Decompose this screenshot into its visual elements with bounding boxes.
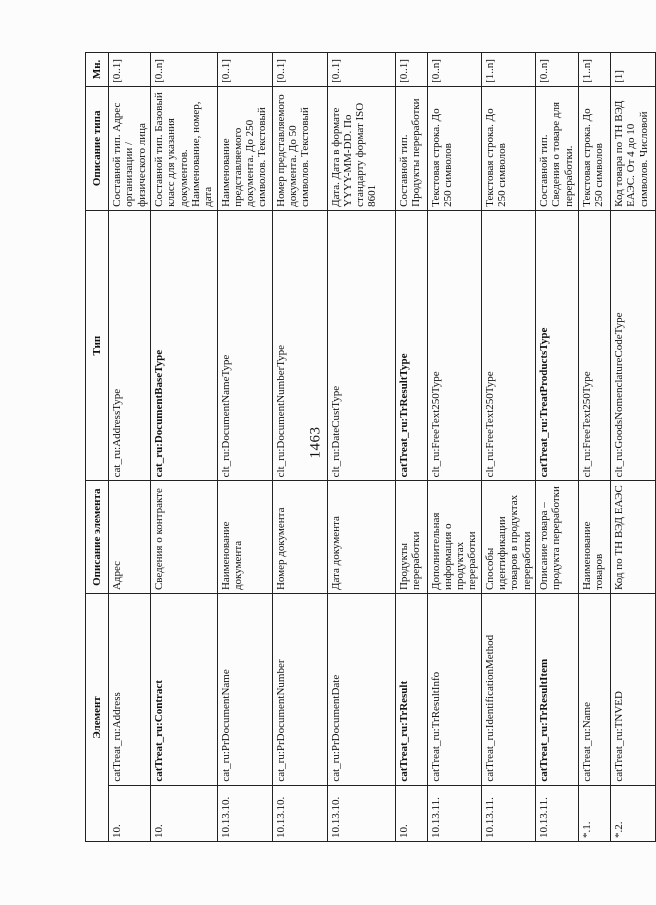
type-name: catTreat_ru:TreatProductsType: [536, 210, 579, 481]
type-description: Дата. Дата в формате YYYY-MM-DD. По стандарту формат ISO 8601: [327, 86, 395, 210]
type-name: clt_ru:GoodsNomenclatureCodeType: [611, 210, 656, 481]
table-row: [395, 53, 427, 842]
element-name: cat_ru:PrDocumentNumber: [272, 594, 327, 786]
table-row: [217, 53, 272, 842]
table-row: [536, 53, 579, 842]
multiplicity: [0..1]: [327, 53, 395, 87]
multiplicity: [0..1]: [109, 53, 151, 87]
row-number: 10.: [395, 785, 427, 841]
multiplicity: [0..1]: [395, 53, 427, 87]
type-description: Составной тип. Адрес организации / физического лица: [109, 86, 151, 210]
type-description: Текстовая строка. До 250 символов: [427, 86, 481, 210]
page-number: 1463: [307, 426, 324, 459]
element-name: catTreat_ru:TrResultItem: [536, 594, 579, 786]
multiplicity: [0..n]: [427, 53, 481, 87]
type-description: Код товара по ТН ВЭД ЕАЭС. От 4 до 10 символов. Числовой: [611, 86, 656, 210]
header-element-description: Описание элемента: [86, 481, 109, 594]
element-name: cat_ru:PrDocumentDate: [327, 594, 395, 786]
type-name: clt_ru:DocumentNumberType: [272, 210, 327, 481]
row-number: 10.13.10.: [272, 785, 327, 841]
type-name: clt_ru:FreeText250Type: [579, 210, 611, 481]
multiplicity: [1..n]: [579, 53, 611, 87]
type-description: Текстовая строка. До 250 символов: [481, 86, 535, 210]
element-description: Сведения о контракте: [150, 481, 217, 594]
row-number: 10.13.10.: [327, 785, 395, 841]
type-name: clt_ru:DateCustType: [327, 210, 395, 481]
table-row: [427, 53, 481, 842]
type-name: clt_ru:FreeText250Type: [427, 210, 481, 481]
header-type-description: Описание типа: [86, 86, 109, 210]
header-type: Тип: [86, 210, 109, 481]
type-description: Составной тип. Базовый класс для указания документов. Наименование, номер, дата: [150, 86, 217, 210]
element-description: Номер документа: [272, 481, 327, 594]
header-multiplicity: Мн.: [86, 53, 109, 87]
multiplicity: [0..1]: [272, 53, 327, 87]
table-row: [272, 53, 327, 842]
type-name: cat_ru:DocumentBaseType: [150, 210, 217, 481]
element-description: Описание товара – продукта переработки: [536, 481, 579, 594]
header-element: Элемент: [86, 594, 109, 842]
row-number: 10.13.11.: [536, 785, 579, 841]
element-name: catTreat_ru:Address: [109, 594, 151, 786]
element-name: catTreat_ru:TrResult: [395, 594, 427, 786]
type-description: Составной тип. Сведения о товаре для переработки.: [536, 86, 579, 210]
type-name: cat_ru:AddressType: [109, 210, 151, 481]
element-description: Адрес: [109, 481, 151, 594]
multiplicity: [0..n]: [150, 53, 217, 87]
element-description: Наименование товаров: [579, 481, 611, 594]
table-row: [327, 53, 395, 842]
table-row: [481, 53, 535, 842]
row-number: 10.13.11.: [427, 785, 481, 841]
multiplicity: [1]: [611, 53, 656, 87]
row-number: 10.13.11.: [481, 785, 535, 841]
multiplicity: [1..n]: [481, 53, 535, 87]
elements-table: [85, 52, 656, 842]
multiplicity: [0..n]: [536, 53, 579, 87]
row-number: 10.13.10.: [217, 785, 272, 841]
row-number: 10.: [109, 785, 151, 841]
type-description: Составной тип. Продукты переработки: [395, 86, 427, 210]
element-name: catTreat_ru:TNVED: [611, 594, 656, 786]
table-header-row: [86, 53, 109, 842]
element-name: catTreat_ru:Contract: [150, 594, 217, 786]
table-row: [579, 53, 611, 842]
type-description: Текстовая строка. До 250 символов: [579, 86, 611, 210]
element-name: catTreat_ru:TrResultInfo: [427, 594, 481, 786]
type-description: Номер представляемого документа. До 50 символов. Текстовый: [272, 86, 327, 210]
table-row: [611, 53, 656, 842]
element-name: catTreat_ru:Name: [579, 594, 611, 786]
element-description: Способы идентификации товаров в продуктах переработки: [481, 481, 535, 594]
table-row: [150, 53, 217, 842]
row-number: *.1.: [579, 785, 611, 841]
row-number: 10.: [150, 785, 217, 841]
element-name: cat_ru:PrDocumentName: [217, 594, 272, 786]
element-description: Продукты переработки: [395, 481, 427, 594]
element-description: Дополнительная информация о продуктах переработки: [427, 481, 481, 594]
element-description: Дата документа: [327, 481, 395, 594]
type-name: clt_ru:FreeText250Type: [481, 210, 535, 481]
type-name: clt_ru:DocumentNameType: [217, 210, 272, 481]
type-name: catTreat_ru:TrResultType: [395, 210, 427, 481]
type-description: Наименование представляемого документа. До 250 символов. Текстовый: [217, 86, 272, 210]
table-row: [109, 53, 151, 842]
rotated-table-wrapper: [85, 52, 650, 842]
element-name: catTreat_ru:IdentificationMethod: [481, 594, 535, 786]
multiplicity: [0..1]: [217, 53, 272, 87]
element-description: Наименование документа: [217, 481, 272, 594]
element-description: Код по ТН ВЭД ЕАЭС: [611, 481, 656, 594]
row-number: *.2.: [611, 785, 656, 841]
